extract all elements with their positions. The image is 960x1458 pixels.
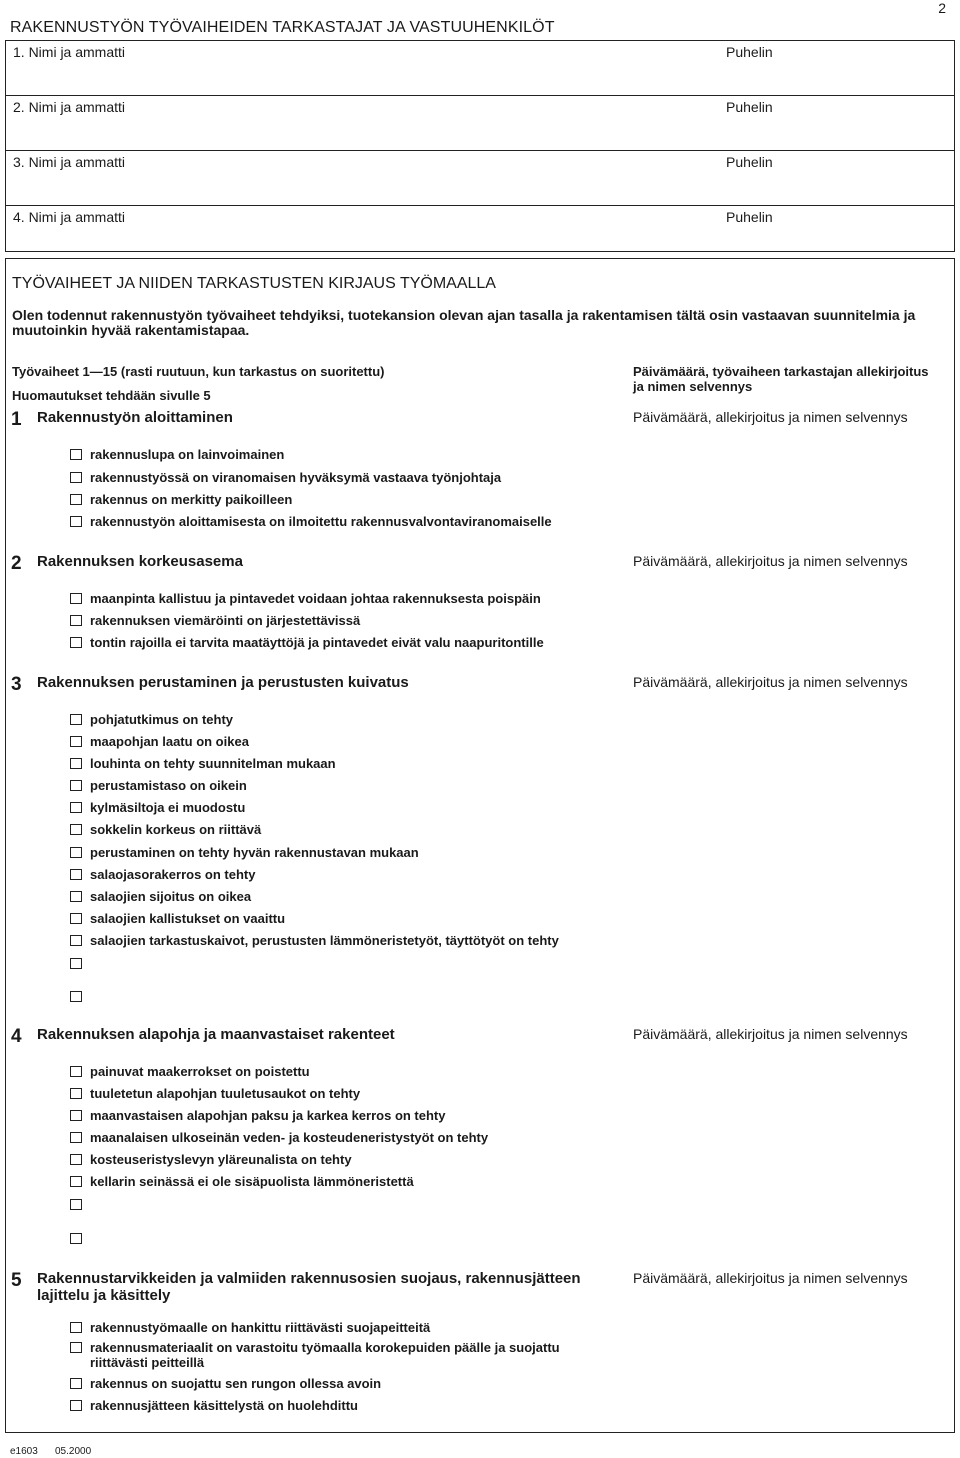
- contact-name-label: 4. Nimi ja ammatti: [13, 209, 126, 225]
- form-code: e1603: [10, 1446, 38, 1457]
- contact-phone-label: Puhelin: [726, 99, 773, 115]
- contact-phone-label: Puhelin: [726, 154, 773, 170]
- section-title: Rakennuksen perustaminen ja perustusten kuivatus: [37, 674, 409, 691]
- checkbox[interactable]: [70, 1322, 82, 1333]
- contact-phone-label: Puhelin: [726, 209, 773, 225]
- checkbox[interactable]: [70, 1342, 82, 1353]
- remarks-note: Huomautukset tehdään sivulle 5: [12, 388, 211, 403]
- contact-name-label: 1. Nimi ja ammatti: [13, 44, 126, 60]
- checkbox[interactable]: [70, 1400, 82, 1411]
- signature-column-header: Päivämäärä, työvaiheen tarkastajan allekirjoitus ja nimen selvennys: [633, 364, 929, 394]
- form-date: 05.2000: [55, 1446, 92, 1457]
- signature-field[interactable]: Päivämäärä, allekirjoitus ja nimen selvennys: [633, 1270, 908, 1286]
- checkbox[interactable]: [70, 593, 82, 604]
- contact-row[interactable]: [6, 151, 954, 206]
- checkbox[interactable]: [70, 869, 82, 880]
- checkbox[interactable]: [70, 449, 82, 460]
- section-number: 3: [11, 674, 22, 695]
- checkbox[interactable]: [70, 1132, 82, 1143]
- section-heading: TYÖVAIHEET JA NIIDEN TARKASTUSTEN KIRJAUS TYÖMAALLA: [12, 275, 496, 292]
- checkbox[interactable]: [70, 1378, 82, 1389]
- section-title: Rakennustarvikkeiden ja valmiiden rakennusosien suojaus, rakennusjätteen lajittelu ja käsittely: [37, 1270, 581, 1304]
- checkbox[interactable]: [70, 802, 82, 813]
- contact-phone-label: Puhelin: [726, 44, 773, 60]
- section-title: Rakennuksen alapohja ja maanvastaiset rakenteet: [37, 1026, 395, 1043]
- checkbox[interactable]: [70, 824, 82, 835]
- checkbox[interactable]: [70, 935, 82, 946]
- signature-field[interactable]: Päivämäärä, allekirjoitus ja nimen selvennys: [633, 1026, 908, 1042]
- checkbox[interactable]: [70, 991, 82, 1002]
- declaration-text: Olen todennut rakennustyön työvaiheet tehdyiksi, tuotekansion olevan ajan tasalla ja rakentamisen tältä osin vastaavan suunnitelmia ja muutoinkin hyvää rakentamistapaa.: [12, 307, 916, 338]
- section-number: 2: [11, 553, 22, 574]
- checkbox[interactable]: [70, 1199, 82, 1210]
- checkbox[interactable]: [70, 472, 82, 483]
- checkbox[interactable]: [70, 494, 82, 505]
- signature-field[interactable]: Päivämäärä, allekirjoitus ja nimen selvennys: [633, 674, 908, 690]
- page-title: RAKENNUSTYÖN TYÖVAIHEIDEN TARKASTAJAT JA VASTUUHENKILÖT: [10, 19, 555, 36]
- checkbox[interactable]: [70, 1176, 82, 1187]
- contact-row[interactable]: [6, 96, 954, 151]
- checkbox[interactable]: [70, 847, 82, 858]
- checkbox[interactable]: [70, 891, 82, 902]
- section-number: 5: [11, 1270, 22, 1291]
- checkbox[interactable]: [70, 780, 82, 791]
- checkbox[interactable]: [70, 1066, 82, 1077]
- page-number: 2: [938, 0, 946, 16]
- contact-row[interactable]: [6, 206, 954, 261]
- signature-field[interactable]: Päivämäärä, allekirjoitus ja nimen selvennys: [633, 553, 908, 569]
- section-number: 4: [11, 1026, 22, 1047]
- checkbox[interactable]: [70, 758, 82, 769]
- section-title: Rakennustyön aloittaminen: [37, 409, 233, 426]
- section-title: Rakennuksen korkeusasema: [37, 553, 243, 570]
- checkbox[interactable]: [70, 637, 82, 648]
- checkbox[interactable]: [70, 516, 82, 527]
- contact-name-label: 2. Nimi ja ammatti: [13, 99, 126, 115]
- checkbox[interactable]: [70, 615, 82, 626]
- checkbox[interactable]: [70, 714, 82, 725]
- signature-field[interactable]: Päivämäärä, allekirjoitus ja nimen selvennys: [633, 409, 908, 425]
- checkbox[interactable]: [70, 1233, 82, 1244]
- checkbox[interactable]: [70, 1154, 82, 1165]
- checkbox[interactable]: [70, 958, 82, 969]
- inspection-form: TYÖVAIHEET JA NIIDEN TARKASTUSTEN KIRJAUS TYÖMAALLA Olen todennut rakennustyön työvaiheet tehdyiksi, tuotekansion olevan ajan tasalla ja rakentamisen tältä osin vastaavan suunnitelmia ja muutoinkin hyvää rakentamistapaa. Työvaiheet 1—15 (rasti ruutuun, kun tarkastus on suoritettu) Huomautukset tehdään sivulle 5 Päivämäärä, työvaiheen tarkastajan allekirjoitus ja nimen selvennys 1 Rakennustyön aloittaminen Päivämäärä, allekirjoitus ja nimen selvennys rakennuslupa on lainvoimainen rakennustyössä on viranomaisen hyväksymä vastaava työnjohtaja rakennus on merkitty paikoilleen rakennustyön aloittamisesta on ilmoitettu rakennusvalvontaviranomaiselle 2 Rakennuksen korkeusasema Päivämäärä, allekirjoitus ja nimen selvennys maanpinta kallistuu ja pintavedet voidaan johtaa rakennuksesta poispäin rakennuksen viemäröinti on järjestettävissä tontin rajoilla ei tarvita maatäyttöjä ja pintavedet eivät valu naapuritontille 3 Rakennuksen perustaminen ja perustusten kuivatus Päivämäärä, allekirjoitus ja nimen selvennys pohjatutkimus on tehty maapohjan laatu on oikea louhinta on tehty suunnitelman mukaan perustamistaso on oikein kylmäsiltoja ei muodostu sokkelin korkeus on riittävä perustaminen on tehty hyvän rakennustavan mukaan salaojasorakerros on tehty salaojien sijoitus on oikea salaojien kallistukset on vaaittu salaojien tarkastuskaivot, perustusten lämmöneristetyöt, täyttötyöt on tehty 4 Rakennuksen alapohja ja maanvastaiset rakenteet Päivämäärä, allekirjoitus ja nimen selvennys painuvat maakerrokset on poistettu tuuletetun alapohjan tuuletusaukot on tehty maanvastaisen alapohjan paksu ja karkea kerros on tehty maanalaisen ulkoseinän veden- ja kosteudeneristystyöt on tehty kosteuseristyslevyn yläreunalista on tehty kellarin seinässä ei ole sisäpuolista lämmöneristettä 5 Rakennustarvikkeiden ja valmiiden rakennusosien suojaus, rakennusjätteen lajittelu ja käsittely Päivämäärä, allekirjoitus ja nimen selvennys rakennustyömaalle on hankittu riittävästi suojapeitteitä rakennusmateriaalit on varastoitu työmaalla korokepuiden päälle ja suojattu riittävästi peitteillä rakennus on suojattu sen rungon ollessa avoin rakennusjätteen käsittelystä on huolehdittu: [5, 258, 955, 1433]
- checkbox[interactable]: [70, 736, 82, 747]
- checkbox[interactable]: [70, 1110, 82, 1121]
- contact-row[interactable]: [6, 41, 954, 96]
- section-number: 1: [11, 409, 22, 430]
- contact-name-label: 3. Nimi ja ammatti: [13, 154, 126, 170]
- instruction-text: Työvaiheet 1—15 (rasti ruutuun, kun tarkastus on suoritettu): [12, 364, 385, 379]
- contacts-table: [5, 40, 955, 252]
- checkbox[interactable]: [70, 913, 82, 924]
- checkbox[interactable]: [70, 1088, 82, 1099]
